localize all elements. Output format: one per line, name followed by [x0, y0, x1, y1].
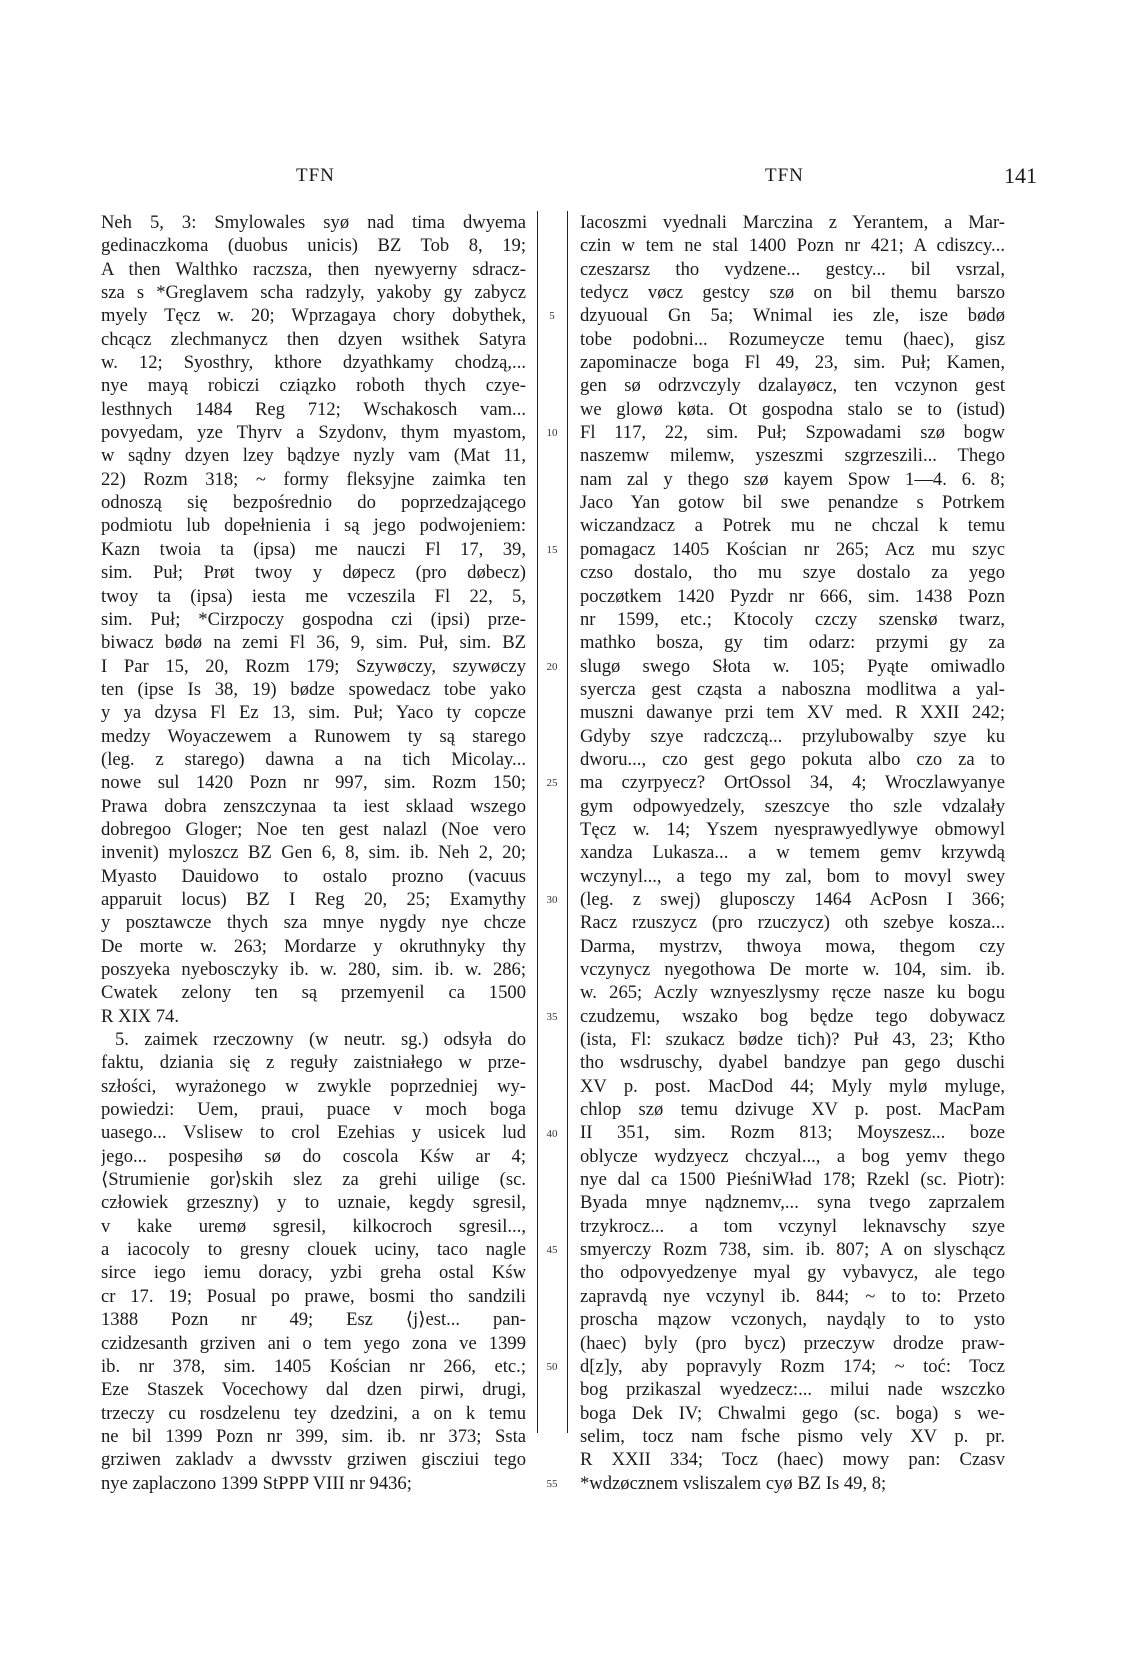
- text-line: R XXII 334; Tocz (haec) mowy pan: Czasv: [580, 1449, 1005, 1471]
- text-line: Eze Staszek Vocechowy dal dzen pirwi, drugi,: [101, 1379, 526, 1401]
- text-line: A then Walthko raczsza, then nyewyerny sdracz-: [101, 258, 526, 280]
- left-column: [101, 211, 526, 1495]
- text-line: ib. nr 378, sim. 1405 Kościan nr 266, etc.;: [101, 1355, 526, 1377]
- text-line: poczøtkem 1420 Pyzdr nr 666, sim. 1438 Pozn: [580, 585, 1005, 607]
- text-line: poszyeka nyebosczyky ib. w. 280, sim. ib. w. 286;: [101, 959, 526, 980]
- text-line: człowiek grzeszny) y to uznaie, kegdy sgresil,: [101, 1192, 526, 1214]
- text-line: I Par 15, 20, Rozm 179; Szywøczy, szywøczy: [101, 655, 526, 677]
- line-number: 30: [546, 894, 558, 907]
- text-line: w. 265; Aczly wznyeszlysmy ręcze nasze ku bogu: [580, 982, 1005, 1004]
- line-number: 35: [546, 1010, 558, 1023]
- text-line: sza s *Greglavem scha radzyly, yakoby gy zabycz: [101, 282, 526, 304]
- text-line: Byada mnye nądznemv,... syna tvego zaprzalem: [580, 1192, 1005, 1214]
- line-number: 5: [549, 310, 555, 323]
- text-line: mathko bosza, gy tim odarz: przymi gy za: [580, 632, 1005, 654]
- text-line: zapominacze boga Fl 49, 23, sim. Puł; Kamen,: [580, 352, 1005, 374]
- text-line: tedycz vøcz gestcy szø on bil themu barszo: [580, 282, 1005, 304]
- line-number: 10: [546, 427, 558, 440]
- text-line: muszni dawanye przi tem XV med. R XXII 242;: [580, 702, 1005, 724]
- text-line: Jaco Yan gotow bil swe penandze s Potrkem: [580, 492, 1005, 514]
- text-line: w sądny dzyen lzey bądzye nyzly vam (Mat 11,: [101, 445, 526, 467]
- text-line: gym odpowyedzely, szeszcye tho szle vdzalały: [580, 795, 1005, 817]
- text-line: oblycze wydzyecz chczyal..., a bog yemv thego: [580, 1145, 1005, 1167]
- line-number: 45: [546, 1244, 558, 1257]
- text-line: 22) Rozm 318; ~ formy fleksyjne zaimka ten: [101, 468, 526, 490]
- text-line: syercza gest cząsta a naboszna modlitwa a yal-: [580, 678, 1005, 700]
- text-line: nye zaplaczono 1399 StPPP VIII nr 9436;: [101, 1472, 412, 1494]
- line-number: 40: [546, 1127, 558, 1140]
- text-line: ⟨Strumienie gor⟩skih slez za grehi uilige (sc.: [101, 1169, 526, 1191]
- text-line: Iacoszmi vyednali Marczina z Yerantem, a Mar-: [580, 212, 1005, 233]
- line-number: 25: [546, 777, 558, 790]
- text-line: vczynycz nyegothowa De morte w. 104, sim. ib.: [580, 959, 1005, 980]
- text-line: czin w tem ne stal 1400 Pozn nr 421; A cdiszcy...: [580, 235, 1005, 257]
- page-number: 141: [1004, 163, 1037, 188]
- text-line: boga Dek IV; Chwalmi gego (sc. boga) s we-: [580, 1402, 1005, 1424]
- line-number: 20: [546, 660, 558, 673]
- text-line: nye mayą robiczi cziązko roboth thych czye-: [101, 375, 526, 397]
- text-line: twoy ta (ipsa) iesta me vczeszila Fl 22, 5,: [101, 585, 526, 607]
- text-line: dzyuoual Gn 5a; Wnimal ies zle, isze bødø: [580, 305, 1005, 327]
- text-line: II 351, sim. Rozm 813; Moyszesz... boze: [580, 1122, 1005, 1144]
- text-line: (haec) byly (pro bycz) przeczyw drodze praw-: [580, 1332, 1005, 1354]
- line-number: 15: [546, 543, 558, 556]
- text-line: nye dal ca 1500 PieśniWład 178; Rzekl (sc. Piotr):: [580, 1169, 1005, 1191]
- text-line: zapravdą nye vczynyl ib. 844; ~ to to: Przeto: [580, 1285, 1005, 1307]
- text-line: tho wsdruschy, dyabel bandzye pan gego duschi: [580, 1052, 1005, 1074]
- text-line: Tęcz w. 14; Yszem nyesprawyedlywye obmowyl: [580, 818, 1005, 840]
- text-line: ne bil 1399 Pozn nr 399, sim. ib. nr 373; Ssta: [101, 1425, 526, 1447]
- text-line: Gdyby szye radczczą... przylubowalby szye ku: [580, 725, 1005, 747]
- text-line: szłości, wyrażonego w zwykle poprzedniej wy-: [101, 1075, 526, 1097]
- text-line: Racz rzuszycz (pro rzuczycz) oth szebye kosza...: [580, 912, 1005, 934]
- text-line: wczynyl..., a tego my zal, bom to movyl swey: [580, 865, 1005, 887]
- text-line: (ista, Fl: szukacz bødze tich)? Puł 43, 23; Ktho: [580, 1029, 1005, 1051]
- text-line: uasego... Vslisew to crol Ezehias y usicek lud: [101, 1122, 526, 1144]
- text-line: czeszarsz tho vydzene... gestcy... bil vsrzal,: [580, 258, 1005, 280]
- text-line: 5. zaimek rzeczowny (w neutr. sg.) odsyła do: [115, 1029, 526, 1051]
- text-line: medzy Woyaczewem a Runowem ty są starego: [101, 725, 526, 747]
- text-line: naszemw milemw, yszeszmi szgrzeszili... Thego: [580, 445, 1005, 467]
- text-line: czudzemu, wszako bog będze tego dobywacz: [580, 1005, 1005, 1027]
- text-line: povyedam, yze Thyrv a Szydonv, thym myastom,: [101, 422, 526, 444]
- text-line: y ya dzysa Fl Ez 13, sim. Puł; Yaco ty copcze: [101, 702, 526, 724]
- right-column: [580, 211, 1005, 1495]
- text-line: ma czyrpyecz? OrtOssol 34, 4; Wroczlawyanye: [580, 772, 1005, 794]
- text-line: *wdzøcznem vsliszalem cyø BZ Is 49, 8;: [580, 1472, 887, 1494]
- text-line: selim, tocz nam fsche pismo vely XV p. pr.: [580, 1425, 1005, 1447]
- text-line: trzykrocz... a tom vczynyl leknavschy szye: [580, 1215, 1005, 1237]
- text-line: d[z]y, aby popravyly Rozm 174; ~ toć: Tocz: [580, 1355, 1005, 1377]
- text-line: y posztawcze thych sza mnye nygdy nye chcze: [101, 912, 526, 934]
- text-line: faktu, dziania się z reguły zaistniałego w prze-: [101, 1052, 526, 1074]
- text-line: v kake uremø sgresil, kilkocroch sgresil...,: [101, 1215, 526, 1237]
- text-line: gedinaczkoma (duobus unicis) BZ Tob 8, 19;: [101, 235, 526, 257]
- text-line: XV p. post. MacDod 44; Myly mylø myluge,: [580, 1075, 1005, 1097]
- text-line: (leg. z swej) gluposczy 1464 AcPosn I 366;: [580, 888, 1005, 910]
- text-line: invenit) myloszcz BZ Gen 6, 8, sim. ib. Neh 2, 20;: [101, 842, 526, 864]
- text-line: (leg. z starego) dawna a na tich Micolay...: [101, 748, 526, 770]
- text-line: Fl 117, 22, sim. Puł; Szpowadami szø bogw: [580, 422, 1005, 444]
- text-line: we glowø køta. Ot gospodna stalo se to (istud): [580, 398, 1005, 420]
- text-line: sim. Puł; Prøt twoy y døpecz (pro døbecz): [101, 562, 526, 584]
- text-line: sirce iego iemu doracy, yzbi greha ostal Kśw: [101, 1262, 526, 1284]
- line-number: 55: [546, 1477, 558, 1490]
- text-line: Neh 5, 3: Smylowales syø nad tima dwyema: [101, 212, 526, 233]
- text-line: Myasto Dauidowo to ostalo prozno (vacuus: [101, 865, 526, 887]
- text-line: lesthnych 1484 Reg 712; Wschakosch vam...: [101, 398, 526, 420]
- text-line: podmiotu lub dopełnienia i są jego podwojeniem:: [101, 515, 526, 537]
- text-line: myely Tęcz w. 20; Wprzagaya chory dobythek,: [101, 305, 526, 327]
- text-line: odnoszą się bezpośrednio do poprzedzającego: [101, 492, 526, 514]
- text-line: gen sø odrzvczyly dzalayøcz, ten vczynon gest: [580, 375, 1005, 397]
- text-line: ten (ipse Is 38, 19) bødze spowedacz tobe yako: [101, 678, 526, 700]
- text-line: a iacocoly to gresny clouek uciny, taco nagle: [101, 1239, 526, 1261]
- text-line: Cwatek zelony ten są przemyenil ca 1500: [101, 982, 526, 1004]
- text-line: nam zal y thego szø kayem Spow 1—4. 6. 8;: [580, 468, 1005, 490]
- text-line: nowe sul 1420 Pozn nr 997, sim. Rozm 150;: [101, 772, 526, 794]
- text-line: De morte w. 263; Mordarze y okruthnyky thy: [101, 935, 526, 957]
- text-line: dworu..., czo gest gego pokuta albo czo za to: [580, 748, 1005, 770]
- text-line: czidzesanth grziven ani o tem yego zona ve 1399: [101, 1332, 526, 1354]
- text-line: biwacz bødø na zemi Fl 36, 9, sim. Puł, sim. BZ: [101, 632, 526, 654]
- text-line: 1388 Pozn nr 49; Esz ⟨j⟩est... pan-: [101, 1309, 526, 1331]
- column-rule-right: [567, 211, 568, 1433]
- text-line: R XIX 74.: [101, 1005, 179, 1027]
- text-line: w. 12; Syosthry, kthore dzyathkamy chodzą,...: [101, 352, 526, 374]
- text-line: wiczandzacz a Potrek mu ne chczal k temu: [580, 515, 1005, 537]
- text-line: powiedzi: Uem, praui, puace v moch boga: [101, 1099, 526, 1121]
- text-line: chlop szø temu dzivuge XV p. post. MacPam: [580, 1099, 1005, 1121]
- right-running-head: TFN: [765, 165, 804, 186]
- text-line: bog przikaszal wyedzecz:... milui nade wszczko: [580, 1379, 1005, 1401]
- text-line: xandza Lukasza... a w temem gemv krzywdą: [580, 842, 1005, 864]
- text-line: tho odpovyedzenye myal gy vybavycz, ale tego: [580, 1262, 1005, 1284]
- text-line: jego... pospesihø sø do coscola Kśw ar 4;: [101, 1145, 526, 1167]
- text-line: slugø swego Słota w. 105; Pyąte omiwadlo: [580, 655, 1005, 677]
- text-line: apparuit locus) BZ I Reg 20, 25; Examythy: [101, 888, 526, 910]
- text-line: proscha mązow vczonych, naydąly to to ysto: [580, 1309, 1005, 1331]
- text-line: cr 17. 19; Posual po prawe, bosmi tho sandzili: [101, 1285, 526, 1307]
- text-line: czso dostalo, tho mu szye dostalo za yego: [580, 562, 1005, 584]
- column-rule-left: [537, 211, 538, 1433]
- text-line: dobregoo Gloger; Noe ten gest nalazl (Noe vero: [101, 818, 526, 840]
- text-line: pomagacz 1405 Kościan nr 265; Acz mu szyc: [580, 538, 1005, 560]
- left-running-head: TFN: [296, 165, 335, 186]
- text-line: smyerczy Rozm 738, sim. ib. 807; A on slyschącz: [580, 1239, 1005, 1261]
- text-line: tobe podobni... Rozumeycze temu (haec), gisz: [580, 328, 1005, 350]
- text-line: chcącz zlechmanycz then dzyen wsithek Satyra: [101, 328, 526, 350]
- text-line: Kazn twoia ta (ipsa) me nauczi Fl 17, 39,: [101, 538, 526, 560]
- text-line: Darma, mystrzv, thwoya mowa, thegom czy: [580, 935, 1005, 957]
- text-line: Prawa dobra zenszczynaa ta iest sklaad wszego: [101, 795, 526, 817]
- text-line: trzeczy cu rosdzelenu tey dzedzini, a on k temu: [101, 1402, 526, 1424]
- text-line: grziwen zakladv a dwvsstv grziwen giscziui tego: [101, 1449, 526, 1471]
- line-number: 50: [546, 1361, 558, 1374]
- text-line: nr 1599, etc.; Ktocoly czczy szenskø twarz,: [580, 608, 1005, 630]
- text-line: sim. Puł; *Cirzpoczy gospodna czi (ipsi) prze-: [101, 608, 526, 630]
